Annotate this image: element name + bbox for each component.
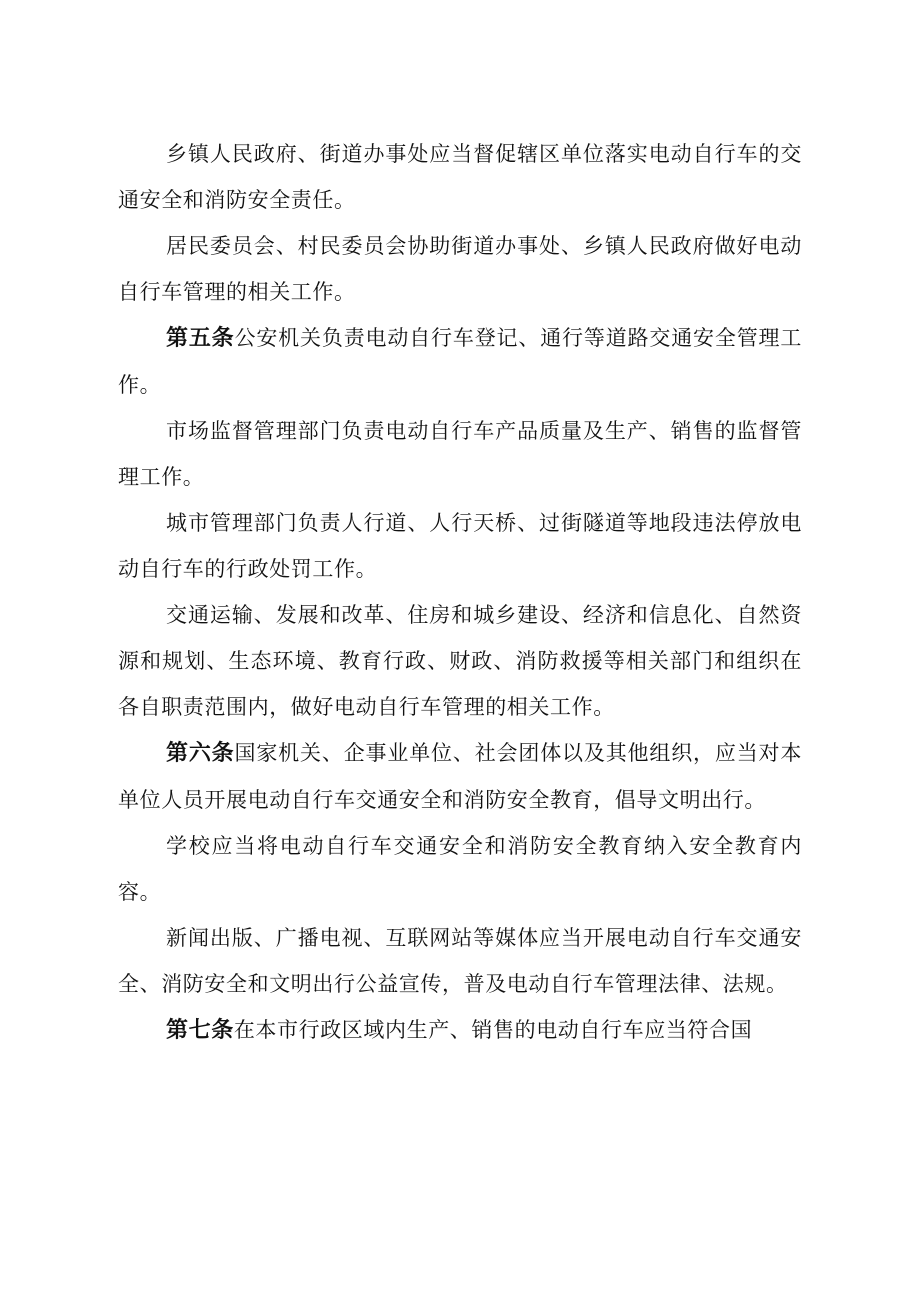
- paragraph-text: 城市管理部门负责人行道、人行天桥、过街隧道等地段违法停放电动自行车的行政处罚工作。: [118, 511, 802, 581]
- paragraph-text: 学校应当将电动自行车交通安全和消防安全教育纳入安全教育内容。: [118, 834, 802, 904]
- paragraph-media: [118, 915, 802, 1007]
- article-heading: 第七条: [166, 1018, 234, 1043]
- paragraph-related-departments: [118, 592, 802, 730]
- paragraph-text: 国家机关、企事业单位、社会团体以及其他组织，应当对本单位人员开展电动自行车交通安全和消防安全教育，倡导文明出行。: [118, 741, 802, 812]
- paragraph-residents-committee: [118, 223, 802, 315]
- paragraph-text: 在本市行政区域内生产、销售的电动自行车应当符合国: [233, 1018, 753, 1042]
- article-heading: 第六条: [166, 741, 235, 766]
- paragraph-urban-management: [118, 500, 802, 592]
- paragraph-schools: [118, 823, 802, 915]
- paragraph-market-supervision: [118, 408, 802, 500]
- paragraph-article-5: [118, 315, 802, 408]
- paragraph-text: 公安机关负责电动自行车登记、通行等道路交通安全管理工作。: [118, 326, 802, 397]
- paragraph-text: 交通运输、发展和改革、住房和城乡建设、经济和信息化、自然资源和规划、生态环境、教育行政、财政、消防救援等相关部门和组织在各自职责范围内，做好电动自行车管理的相关工作。: [118, 603, 802, 719]
- document-body: [118, 131, 802, 1054]
- paragraph-article-6: [118, 730, 802, 823]
- paragraph-text: 乡镇人民政府、街道办事处应当督促辖区单位落实电动自行车的交通安全和消防安全责任。: [118, 142, 802, 212]
- paragraph-article-7: [118, 1007, 802, 1054]
- paragraph-text: 新闻出版、广播电视、互联网站等媒体应当开展电动自行车交通安全、消防安全和文明出行公益宣传，普及电动自行车管理法律、法规。: [118, 926, 802, 996]
- paragraph-township-supervision: [118, 131, 802, 223]
- paragraph-text: 市场监督管理部门负责电动自行车产品质量及生产、销售的监督管理工作。: [118, 419, 802, 489]
- article-heading: 第五条: [166, 326, 235, 351]
- paragraph-text: 居民委员会、村民委员会协助街道办事处、乡镇人民政府做好电动自行车管理的相关工作。: [118, 234, 802, 304]
